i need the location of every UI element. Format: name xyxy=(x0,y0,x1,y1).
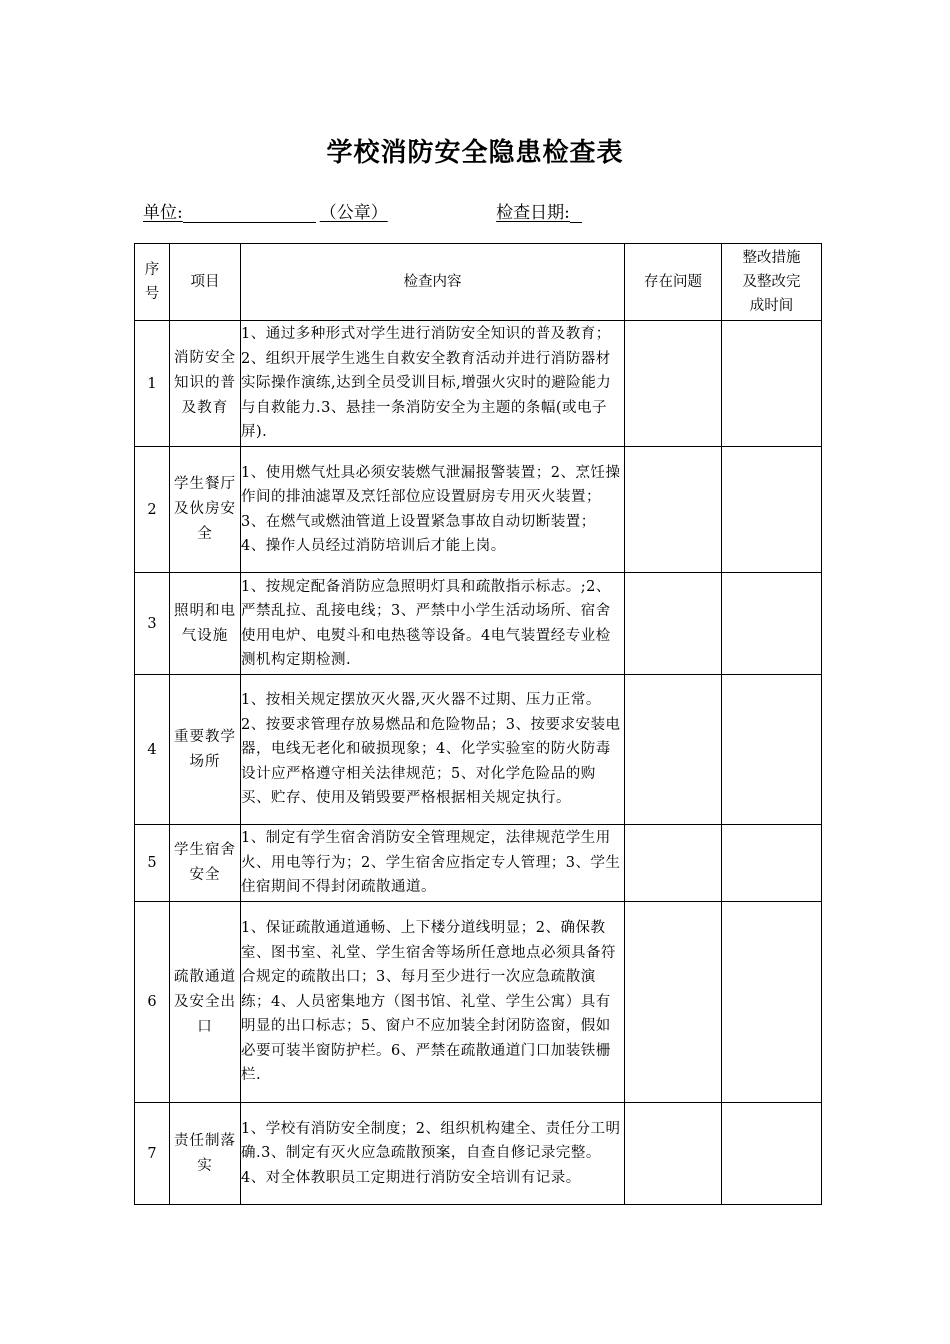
col-header-item: 项目 xyxy=(170,244,241,321)
row-content: 1、保证疏散通道通畅、上下楼分道线明显；2、确保教室、图书室、礼堂、学生宿舍等场所任意地点必须具备符合规定的疏散出口；3、每月至少进行一次应急疏散演练；4、人员密集地方（图书馆、礼堂、学生公寓）具有明显的出口标志；5、窗户不应加装全封闭防盗窗，假如必要可装半窗防护栏。6、严禁在疏散通道门口加装铁栅栏. xyxy=(241,902,625,1103)
unit-blank-field xyxy=(183,202,316,223)
table-row xyxy=(135,447,822,573)
seal-label: （公章） xyxy=(319,203,388,223)
table-row xyxy=(135,1103,822,1205)
row-problem-cell xyxy=(625,447,722,573)
row-item: 疏散通道及安全出口 xyxy=(170,902,241,1103)
row-rectify-cell xyxy=(722,825,822,902)
inspection-table xyxy=(134,243,822,1205)
page-title: 学校消防安全隐患检查表 xyxy=(326,138,624,168)
table-header-row xyxy=(135,244,822,321)
row-number: 6 xyxy=(135,902,170,1103)
table-row xyxy=(135,573,822,675)
row-content: 1、学校有消防安全制度；2、组织机构建全、责任分工明确.3、制定有灭火应急疏散预案，自查自修记录完整。4、对全体教职员工定期进行消防安全培训有记录。 xyxy=(241,1103,625,1205)
row-item: 照明和电气设施 xyxy=(170,573,241,675)
row-problem-cell xyxy=(625,1103,722,1205)
row-rectify-cell xyxy=(722,447,822,573)
col-header-problem: 存在问题 xyxy=(625,244,722,321)
col-header-rectify: 整改措施及整改完成时间 xyxy=(722,244,822,321)
row-problem-cell xyxy=(625,321,722,447)
row-rectify-cell xyxy=(722,321,822,447)
row-problem-cell xyxy=(625,573,722,675)
row-item: 消防安全知识的普及教育 xyxy=(170,321,241,447)
inspection-date-blank-field xyxy=(570,202,582,223)
row-content: 1、按规定配备消防应急照明灯具和疏散指示标志。;2、严禁乱拉、乱接电线；3、严禁中小学生活动场所、宿舍使用电炉、电熨斗和电热毯等设备。4电气装置经专业检测机构定期检测. xyxy=(241,573,625,675)
row-problem-cell xyxy=(625,825,722,902)
row-rectify-cell xyxy=(722,573,822,675)
table-row xyxy=(135,675,822,825)
table-row xyxy=(135,902,822,1103)
row-number: 7 xyxy=(135,1103,170,1205)
row-content: 1、通过多种形式对学生进行消防安全知识的普及教育；2、组织开展学生逃生自救安全教育活动并进行消防器材实际操作演练,达到全员受训目标,增强火灾时的避险能力与自救能力.3、悬挂一条消防安全为主题的条幅(或电子屏). xyxy=(241,321,625,447)
row-number: 2 xyxy=(135,447,170,573)
row-number: 4 xyxy=(135,675,170,825)
table-row xyxy=(135,825,822,902)
row-problem-cell xyxy=(625,902,722,1103)
inspection-date-label: 检查日期: xyxy=(496,203,570,223)
unit-label: 单位: xyxy=(143,203,183,223)
row-problem-cell xyxy=(625,675,722,825)
row-item: 重要教学场所 xyxy=(170,675,241,825)
form-header-line xyxy=(143,198,582,223)
row-rectify-cell xyxy=(722,675,822,825)
row-item: 学生宿舍安全 xyxy=(170,825,241,902)
row-number: 5 xyxy=(135,825,170,902)
row-content: 1、按相关规定摆放灭火器,灭火器不过期、压力正常。2、按要求管理存放易燃品和危险物品；3、按要求安装电器，电线无老化和破损现象；4、化学实验室的防火防毒设计应严格遵守相关法律规范；5、对化学危险品的购买、贮存、使用及销毁要严格根据相关规定执行。 xyxy=(241,675,625,825)
row-number: 1 xyxy=(135,321,170,447)
row-content: 1、使用燃气灶具必须安装燃气泄漏报警装置；2、烹饪操作间的排油滤罩及烹饪部位应设置厨房专用灭火装置；3、在燃气或燃油管道上设置紧急事故自动切断装置； 4、操作人员经过消防培训后才能上岗。 xyxy=(241,447,625,573)
col-header-seq: 序号 xyxy=(135,244,170,321)
row-rectify-cell xyxy=(722,902,822,1103)
row-number: 3 xyxy=(135,573,170,675)
row-rectify-cell xyxy=(722,1103,822,1205)
row-content: 1、制定有学生宿舍消防安全管理规定，法律规范学生用火、用电等行为；2、学生宿舍应指定专人管理；3、学生住宿期间不得封闭疏散通道。 xyxy=(241,825,625,902)
col-header-content: 检查内容 xyxy=(241,244,625,321)
table-row xyxy=(135,321,822,447)
row-item: 责任制落实 xyxy=(170,1103,241,1205)
row-item: 学生餐厅及伙房安全 xyxy=(170,447,241,573)
